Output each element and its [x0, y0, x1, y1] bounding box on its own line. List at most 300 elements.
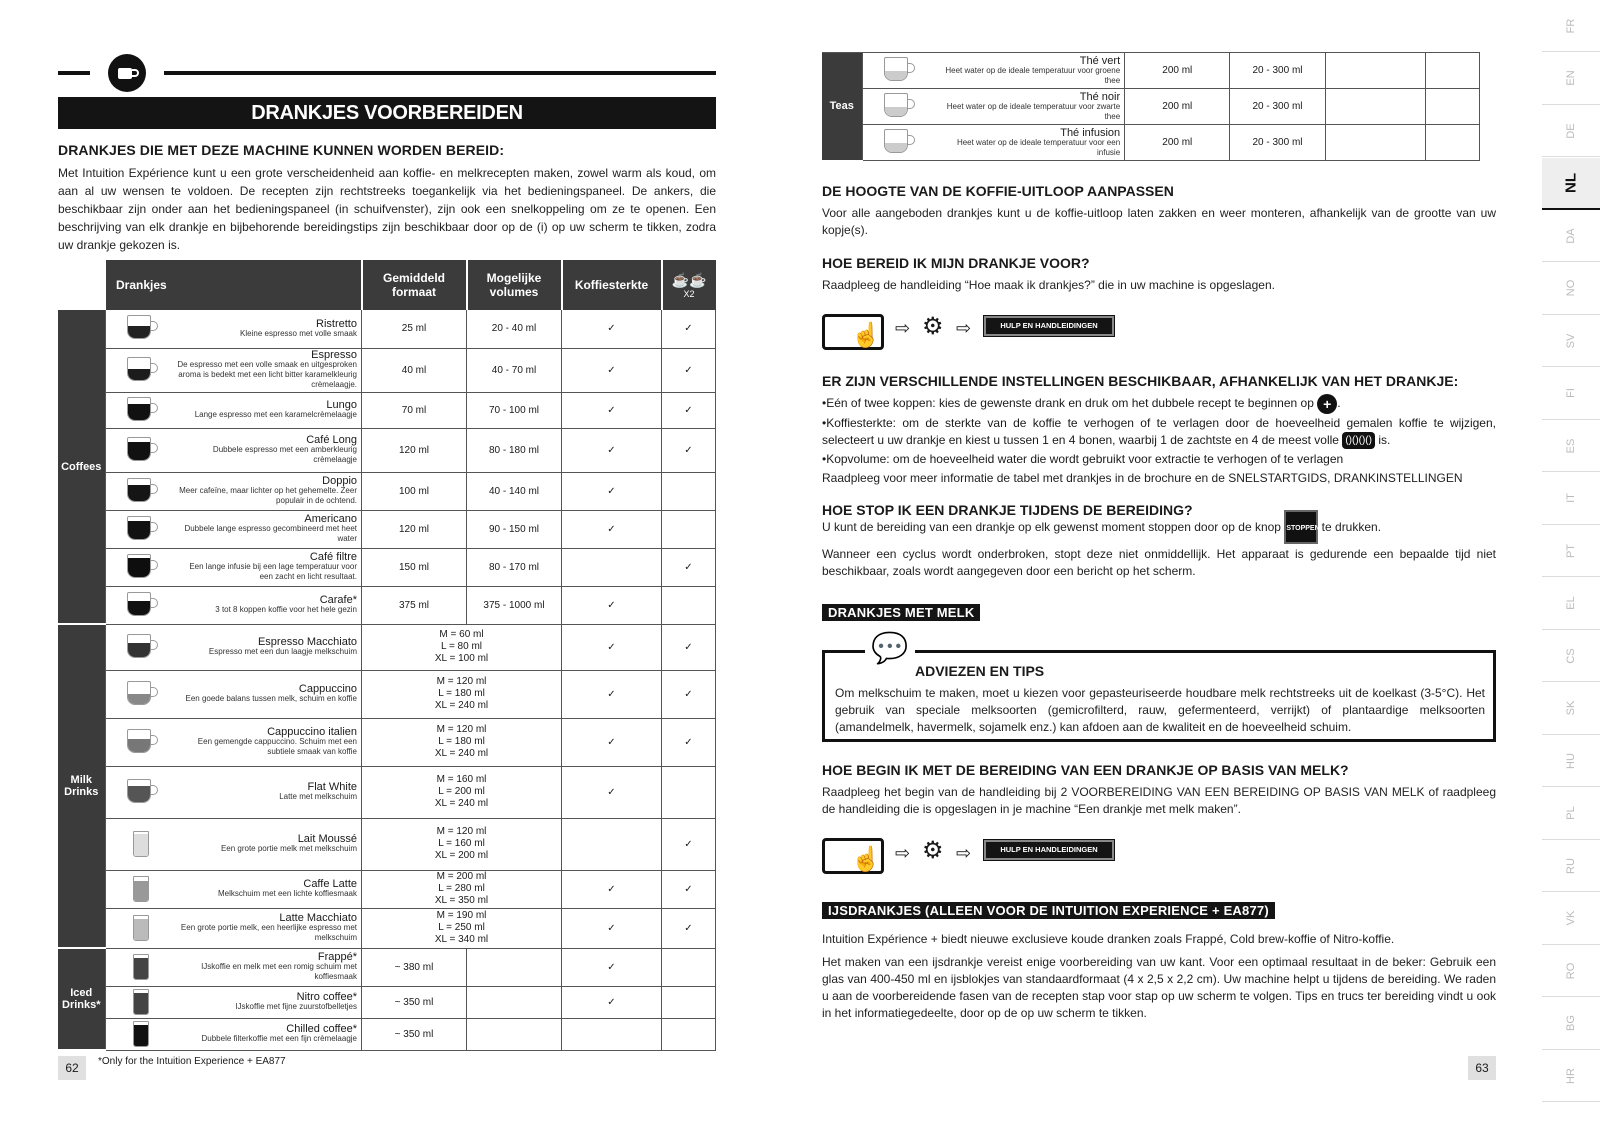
language-tab-de[interactable]	[1542, 105, 1600, 157]
tips-title: ADVIEZEN EN TIPS	[915, 663, 1045, 679]
tea-image-cell	[862, 53, 934, 89]
drink-name: Espresso	[311, 349, 357, 361]
strength-check: ✓	[562, 472, 662, 510]
language-tab-fr[interactable]	[1542, 0, 1600, 52]
language-code: ES	[1565, 438, 1577, 453]
drink-name: Frappé*	[317, 951, 357, 963]
x2-check: ✓	[662, 548, 716, 586]
strength-check: ✓	[562, 766, 662, 818]
drink-description: Dubbele filterkoffie met een fijn crèmelaagje	[201, 1034, 357, 1043]
drink-image-cell	[105, 766, 177, 818]
drink-image-cell	[105, 548, 177, 586]
language-code: FR	[1565, 18, 1577, 33]
header-x2	[662, 260, 716, 310]
table-row	[58, 348, 716, 392]
page-number-right: 63	[1468, 1056, 1496, 1080]
cup-icon	[123, 777, 159, 805]
drink-image-cell	[105, 818, 177, 870]
size-option: L = 180 ml	[438, 688, 485, 699]
drink-image-cell	[105, 948, 177, 986]
size-option: XL = 350 ml	[434, 895, 489, 906]
spout-text: Voor alle aangeboden drankjes kunt u de koffie-uitloop laten zakken en weer monteren, afhankelijk van de grootte van uw kopje(s).	[822, 206, 1496, 237]
language-tab-cs[interactable]	[1542, 630, 1600, 682]
teas-table	[822, 52, 1480, 162]
x2-empty	[1425, 125, 1479, 161]
size-option: M = 60 ml	[439, 629, 484, 640]
drink-name-cell	[177, 718, 361, 766]
cup-icon	[123, 476, 159, 504]
language-tab-bg[interactable]	[1542, 998, 1600, 1050]
strength-check: ✓	[562, 586, 662, 624]
table-row	[58, 472, 716, 510]
size-option: XL = 340 ml	[434, 934, 489, 945]
page-number-left: 62	[58, 1056, 86, 1080]
drink-name-cell	[177, 624, 361, 670]
tap-hand-icon: ☝	[851, 322, 881, 349]
x2-empty	[662, 948, 716, 986]
strength-check	[562, 818, 662, 870]
drink-description: Dubbele lange espresso gecombineerd met heet water	[184, 524, 357, 543]
drink-image-cell	[105, 718, 177, 766]
x2-check	[662, 510, 716, 548]
stop-text-1a: U kunt de bereiding van een drankje op elk gewenst moment stoppen door op de knop	[822, 519, 1281, 534]
size-option: M = 200 ml	[436, 871, 487, 882]
table-row	[58, 766, 716, 818]
table-row	[58, 718, 716, 766]
drink-image-cell	[105, 472, 177, 510]
drink-name: Doppio	[322, 475, 357, 487]
cup-icon	[880, 55, 916, 83]
drink-name: Espresso Macchiato	[257, 636, 357, 648]
section-title: DRANKJES DIE MET DEZE MACHINE KUNNEN WORDEN BEREID:	[58, 142, 505, 158]
drink-image-cell	[105, 348, 177, 392]
size-option: L = 280 ml	[438, 883, 485, 894]
strength-check: ✓	[562, 428, 662, 472]
drink-name-cell	[177, 348, 361, 392]
cup-icon	[123, 987, 159, 1015]
drink-description: Heet water op de ideale temperatuur voor zwarte thee	[946, 101, 1121, 121]
drink-name: Thé infusion	[1060, 126, 1121, 139]
volume-range: 70 - 100 ml	[467, 392, 562, 428]
drink-description: Meer cafeïne, maar lichter op het gehemelte. Zeer populair in de ochtend.	[179, 486, 357, 505]
volume-range: 90 - 150 ml	[467, 510, 562, 548]
drink-description: IJskoffie met fijne zuurstofbelletjes	[235, 1002, 357, 1011]
x2-check: ✓	[662, 670, 716, 718]
x2-check	[662, 766, 716, 818]
drink-name-cell	[177, 818, 361, 870]
category-milk: Milk Drinks	[58, 624, 105, 948]
volume-range: 20 - 300 ml	[1230, 89, 1325, 125]
drink-image-cell	[105, 670, 177, 718]
drink-name: Thé noir	[1079, 90, 1121, 103]
avg-size: 70 ml	[362, 392, 467, 428]
x2-check: ✓	[662, 310, 716, 348]
avg-size: 200 ml	[1125, 89, 1230, 125]
table-row	[58, 310, 716, 348]
volume-range: 20 - 300 ml	[1230, 53, 1325, 89]
drink-name-cell	[177, 586, 361, 624]
volume-range: 375 - 1000 ml	[467, 586, 562, 624]
bullet-volume: •Kopvolume: om de hoeveelheid water die wordt gebruikt voor extractie te verhogen of te verlagen	[822, 452, 1344, 466]
volume-range: 40 - 70 ml	[467, 348, 562, 392]
volume-range: 80 - 180 ml	[467, 428, 562, 472]
gear-icon: ⚙	[922, 313, 944, 340]
drink-description: Latte met melkschuim	[279, 792, 357, 801]
x2-empty	[1425, 89, 1479, 125]
size-options	[362, 670, 562, 718]
table-row	[58, 818, 716, 870]
cup-icon	[880, 91, 916, 119]
header-avg: Gemiddeld formaat	[362, 260, 467, 310]
strength-empty	[1325, 89, 1425, 125]
drink-name-cell	[934, 89, 1124, 125]
table-row	[58, 948, 716, 986]
size-option: M = 120 ml	[436, 676, 487, 687]
cup-icon	[123, 313, 159, 341]
avg-size: 100 ml	[362, 472, 467, 510]
table-row	[58, 586, 716, 624]
blank-header	[58, 260, 105, 310]
language-tab-sk[interactable]	[1542, 683, 1600, 735]
table-row	[58, 510, 716, 548]
milk-drinks-label: DRANKJES MET MELK	[822, 604, 980, 621]
cup-icon	[123, 874, 159, 902]
volume-empty	[467, 948, 562, 986]
drink-description: Melkschuim met een lichte koffiesmaak	[217, 889, 357, 898]
cup-icon	[123, 632, 159, 660]
touch-screen-icon	[822, 314, 884, 350]
size-options	[362, 870, 562, 908]
advice-chat-icon: 💬	[865, 631, 915, 671]
drink-image-cell	[105, 510, 177, 548]
cup-icon	[123, 552, 159, 580]
drink-name-cell	[177, 986, 361, 1018]
table-row	[822, 125, 1480, 161]
bullet-cups-text: Eén of twee koppen: kies de gewenste drank en druk om het dubbele recept te beginnen op	[826, 396, 1314, 411]
cup-icon	[123, 395, 159, 423]
size-options	[362, 818, 562, 870]
tips-box	[822, 632, 1496, 742]
drink-name: Nitro coffee*	[296, 991, 357, 1003]
drink-name: Cappuccino	[298, 683, 357, 695]
strength-check: ✓	[562, 624, 662, 670]
language-code: BG	[1565, 1015, 1577, 1031]
avg-size: 25 ml	[362, 310, 467, 348]
stop-text-1	[822, 506, 1496, 547]
avg-size: 120 ml	[362, 428, 467, 472]
category-teas: Teas	[822, 53, 862, 161]
drink-name: Latte Macchiato	[279, 912, 357, 924]
size-options	[362, 718, 562, 766]
size-option: L = 180 ml	[438, 736, 485, 747]
drink-description: Een grote portie melk met melkschuim	[220, 844, 357, 853]
language-tab-nl[interactable]	[1542, 158, 1600, 210]
x2-check: ✓	[662, 908, 716, 948]
table-row	[58, 548, 716, 586]
drink-name-cell	[177, 548, 361, 586]
strength-check: ✓	[562, 948, 662, 986]
language-tab-hr[interactable]	[1542, 1050, 1600, 1102]
plus-icon: +	[1317, 394, 1337, 414]
size-option: XL = 240 ml	[434, 798, 489, 809]
strength-check: ✓	[562, 310, 662, 348]
strength-check: ✓	[562, 718, 662, 766]
bullet-strength-end: is.	[1378, 433, 1391, 447]
cup-icon	[123, 514, 159, 542]
language-code: NL	[1562, 172, 1580, 193]
size-option: L = 200 ml	[438, 786, 485, 797]
tap-hand-icon: ☝	[851, 846, 881, 873]
size-option: M = 120 ml	[436, 826, 487, 837]
drink-name-cell	[934, 53, 1124, 89]
drink-description: Een lange infusie bij een lage temperatuur voor een zacht en licht resultaat.	[189, 562, 357, 581]
size-option: XL = 100 ml	[434, 653, 489, 664]
x2-check: ✓	[662, 624, 716, 670]
settings-more-info: Raadpleeg voor meer informatie de tabel met drankjes in de brochure en de SNELSTARTGIDS, DRANKINSTELLINGEN	[822, 471, 1463, 485]
drink-image-cell	[105, 392, 177, 428]
drink-name: Carafe*	[319, 594, 357, 606]
milk-start-title: HOE BEGIN IK MET DE BEREIDING VAN EEN DRANKJE OP BASIS VAN MELK?	[822, 762, 1349, 778]
language-code: CS	[1565, 647, 1577, 664]
stop-button-icon: STOPPEN	[1284, 510, 1318, 544]
drink-name: Chilled coffee*	[286, 1023, 357, 1035]
arrow-icon: ⇨	[956, 843, 972, 863]
prepare-title: HOE BEREID IK MIJN DRANKJE VOOR?	[822, 255, 1090, 271]
drink-description: De espresso met een volle smaak en uitgesproken aroma is bedekt met een licht bitter karamelkleurig crèmelaagje.	[177, 360, 357, 389]
language-code: SV	[1565, 333, 1577, 348]
touch-screen-icon	[822, 838, 884, 874]
language-code: EN	[1565, 70, 1577, 86]
size-option: L = 80 ml	[440, 641, 483, 652]
cup-icon	[123, 952, 159, 980]
language-tab-vk[interactable]	[1542, 893, 1600, 945]
size-option: XL = 240 ml	[434, 748, 489, 759]
size-option: L = 160 ml	[438, 838, 485, 849]
strength-empty	[1325, 125, 1425, 161]
avg-size: 200 ml	[1125, 125, 1230, 161]
gear-icon: ⚙	[922, 837, 944, 864]
category-iced: Iced Drinks*	[58, 948, 105, 1050]
language-tab-es[interactable]	[1542, 420, 1600, 472]
x2-check: ✓	[662, 818, 716, 870]
language-code: HR	[1565, 1067, 1577, 1084]
tea-image-cell	[862, 89, 934, 125]
drink-description: IJskoffie en melk met een romig schuim met koffiesmaak	[201, 962, 357, 981]
language-tab-hu[interactable]	[1542, 735, 1600, 787]
help-manuals-button[interactable]: HULP EN HANDLEIDINGEN	[984, 840, 1114, 860]
iced-text-1: Intuition Expérience + biedt nieuwe exclusieve koude dranken zoals Frappé, Cold brew-koffie of Nitro-koffie.	[822, 932, 1395, 946]
language-tab-no[interactable]	[1542, 263, 1600, 315]
drink-name: Caffe Latte	[303, 878, 357, 890]
strength-check: ✓	[562, 986, 662, 1018]
table-row	[58, 428, 716, 472]
stop-title: HOE STOP IK EEN DRANKJE TIJDENS DE BEREIDING?	[822, 502, 1193, 518]
language-code: EL	[1565, 596, 1577, 610]
drink-description: Kleine espresso met volle smaak	[240, 328, 357, 338]
strength-check: ✓	[562, 510, 662, 548]
table-row	[58, 392, 716, 428]
language-tab-pt[interactable]	[1542, 525, 1600, 577]
prepare-text: Raadpleeg de handleiding “Hoe maak ik drankjes?” die in uw machine is opgeslagen.	[822, 278, 1275, 292]
drink-name-cell	[177, 472, 361, 510]
cup-icon	[123, 435, 159, 463]
tea-image-cell	[862, 125, 934, 161]
x2-check	[662, 586, 716, 624]
drink-description: Een grote portie melk, een heerlijke espresso met melkschuim	[180, 923, 357, 942]
volume-empty	[467, 986, 562, 1018]
size-option: M = 190 ml	[436, 910, 487, 921]
spout-title: DE HOOGTE VAN DE KOFFIE-UITLOOP AANPASSEN	[822, 183, 1174, 199]
size-option: L = 250 ml	[438, 922, 485, 933]
milk-start-text: Raadpleeg het begin van de handleiding bij 2 VOORBEREIDING VAN EEN BEREIDING OP BASIS VAN MELK of raadpleeg de handleiding die is opgeslagen in je machine “Een drankje met melk maken”.	[822, 785, 1496, 816]
language-code: RO	[1565, 962, 1577, 979]
strength-empty	[1325, 53, 1425, 89]
strength-check	[562, 1018, 662, 1050]
drink-description: Heet water op de ideale temperatuur voor groene thee	[945, 65, 1121, 85]
drink-name: Ristretto	[316, 317, 357, 330]
language-code: NO	[1565, 279, 1577, 297]
strength-check: ✓	[562, 870, 662, 908]
language-tab-sv[interactable]	[1542, 315, 1600, 367]
drink-name-cell	[177, 510, 361, 548]
avg-size: 375 ml	[362, 586, 467, 624]
language-code: FI	[1565, 388, 1577, 398]
volume-range: 80 - 170 ml	[467, 548, 562, 586]
drink-name: Thé vert	[1079, 54, 1121, 67]
table-row	[58, 624, 716, 670]
drink-name: Cappuccino italien	[267, 726, 357, 738]
coffee-beans-icon: ()()()()	[1342, 432, 1375, 449]
drink-image-cell	[105, 1018, 177, 1050]
header-volumes: Mogelijke volumes	[467, 260, 562, 310]
table-row	[58, 1018, 716, 1050]
drink-description: Lange espresso met een karamelcrèmelaagje	[194, 410, 357, 419]
avg-size: 150 ml	[362, 548, 467, 586]
drink-description: 3 tot 8 koppen koffie voor het hele gezin	[215, 605, 357, 614]
table-row	[58, 870, 716, 908]
avg-size: 120 ml	[362, 510, 467, 548]
language-tab-it[interactable]	[1542, 473, 1600, 525]
strength-check: ✓	[562, 908, 662, 948]
header-drinks: Drankjes	[105, 260, 361, 310]
language-tabs	[1542, 0, 1600, 1130]
x2-empty	[662, 1018, 716, 1050]
language-tab-fi[interactable]	[1542, 368, 1600, 420]
strength-check: ✓	[562, 348, 662, 392]
drink-name-cell	[177, 392, 361, 428]
language-code: HU	[1565, 752, 1577, 769]
drink-name-cell	[177, 670, 361, 718]
arrow-icon: ⇨	[895, 843, 911, 863]
drink-image-cell	[105, 428, 177, 472]
drink-image-cell	[105, 870, 177, 908]
drink-name-cell	[177, 948, 361, 986]
language-tab-ru[interactable]	[1542, 840, 1600, 892]
drink-image-cell	[105, 986, 177, 1018]
footnote: *Only for the Intuition Experience + EA877	[98, 1056, 286, 1067]
drink-description: Een goede balans tussen melk, schuim en koffie	[185, 694, 357, 703]
drink-description: Een gemengde cappuccino. Schuim met een subtiele smaak van koffie	[197, 737, 357, 756]
bullet-strength-text: Koffiesterkte: om de sterkte van de koffie te verhogen of te verlagen door de hoeveelheid gemalen koffie te wijzigen, selecteert u uw drankje en kiest u tussen 1 en 4 bonen, waarbij 1 de zachtste en 4 de meest volle	[822, 416, 1496, 447]
drink-name-cell	[177, 908, 361, 948]
x2-check: ✓	[662, 428, 716, 472]
tips-text: Om melkschuim te maken, moet u kiezen voor gepasteuriseerde houdbare melk rechtstreeks uit de koelkast (3-5°C). Het gebruik van speciale melksoorten (gemicrofilterd, rauw, gefermenteerd, verrijkt) of plantaardige melksoorten (amandelmelk, havermelk, sojamelk enz.) kan afdoen aan de kwaliteit en de hoeveelheid schuim.	[835, 686, 1485, 734]
size-options	[362, 766, 562, 818]
size-options	[362, 624, 562, 670]
language-tab-en[interactable]	[1542, 53, 1600, 105]
table-row	[822, 53, 1480, 89]
drink-image-cell	[105, 586, 177, 624]
language-code: PL	[1565, 806, 1577, 820]
cup-icon	[123, 355, 159, 383]
drink-name-cell	[177, 766, 361, 818]
avg-size: 200 ml	[1125, 53, 1230, 89]
language-code: VK	[1565, 910, 1577, 926]
drinks-table	[58, 260, 716, 1051]
volume-empty	[467, 1018, 562, 1050]
size-option: M = 160 ml	[436, 774, 487, 785]
avg-size: ~ 350 ml	[362, 1018, 467, 1050]
x2-check: ✓	[662, 718, 716, 766]
header-x2-label: X2	[683, 288, 695, 299]
drink-name: Café filtre	[309, 551, 357, 563]
avg-size: ~ 350 ml	[362, 986, 467, 1018]
drink-name: Americano	[304, 513, 357, 525]
x2-check: ✓	[662, 392, 716, 428]
language-code: DA	[1565, 227, 1577, 244]
language-tab-ro[interactable]	[1542, 945, 1600, 997]
table-row	[58, 986, 716, 1018]
language-code: IT	[1565, 493, 1577, 503]
arrow-icon: ⇨	[895, 318, 911, 338]
category-coffees: Coffees	[58, 310, 105, 624]
language-tab-da[interactable]	[1542, 210, 1600, 262]
drink-name: Flat White	[307, 781, 357, 793]
drink-name-cell	[177, 310, 361, 348]
size-option: M = 120 ml	[436, 724, 487, 735]
size-option: XL = 240 ml	[434, 700, 489, 711]
bullet-strength: •Koffiesterkte: om de sterkte van de koffie te verhogen of te verlagen door de hoeveelheid gemalen koffie te wijzigen, selecteert u uw drankje en kiest u tussen 1 en 4 bonen, waarbij 1 de zachtste en 4 de meest volle ()()()() is.	[822, 415, 1496, 449]
settings-title: ER ZIJN VERSCHILLENDE INSTELLINGEN BESCHIKBAAR, AFHANKELIJK VAN HET DRANKJE:	[822, 373, 1459, 389]
language-tab-pl[interactable]	[1542, 788, 1600, 840]
language-code: PT	[1565, 543, 1577, 558]
drink-name-cell	[177, 1018, 361, 1050]
double-cup-icon: ☕☕	[671, 271, 707, 288]
drink-description: Espresso met een dun laagje melkschuim	[208, 647, 357, 656]
stop-text-2: Wanneer een cyclus wordt onderbroken, stopt deze niet onmiddellijk. Het apparaat is gedurende een bepaalde tijd niet beschikbaar, zoals wordt aangegeven door een bericht op het scherm.	[822, 547, 1496, 578]
drink-name-cell	[177, 870, 361, 908]
drink-image-cell	[105, 624, 177, 670]
help-manuals-button[interactable]: HULP EN HANDLEIDINGEN	[984, 316, 1114, 336]
cup-icon	[123, 913, 159, 941]
table-row	[58, 670, 716, 718]
drink-image-cell	[105, 310, 177, 348]
table-row	[822, 89, 1480, 125]
drink-description: Dubbele espresso met een amberkleurig crèmelaagje	[212, 445, 357, 464]
cup-icon	[123, 679, 159, 707]
arrow-icon: ⇨	[956, 318, 972, 338]
x2-check	[662, 472, 716, 510]
cup-icon	[880, 127, 916, 155]
drink-name-cell	[934, 125, 1124, 161]
stop-text-1b: te drukken.	[1321, 519, 1382, 534]
bullet-volume-text: Kopvolume: om de hoeveelheid water die wordt gebruikt voor extractie te verhogen of te verlagen	[826, 452, 1344, 466]
cup-icon	[123, 590, 159, 618]
language-tab-el[interactable]	[1542, 578, 1600, 630]
x2-check: ✓	[662, 870, 716, 908]
drink-name: Lait Moussé	[297, 833, 357, 845]
strength-check: ✓	[562, 392, 662, 428]
